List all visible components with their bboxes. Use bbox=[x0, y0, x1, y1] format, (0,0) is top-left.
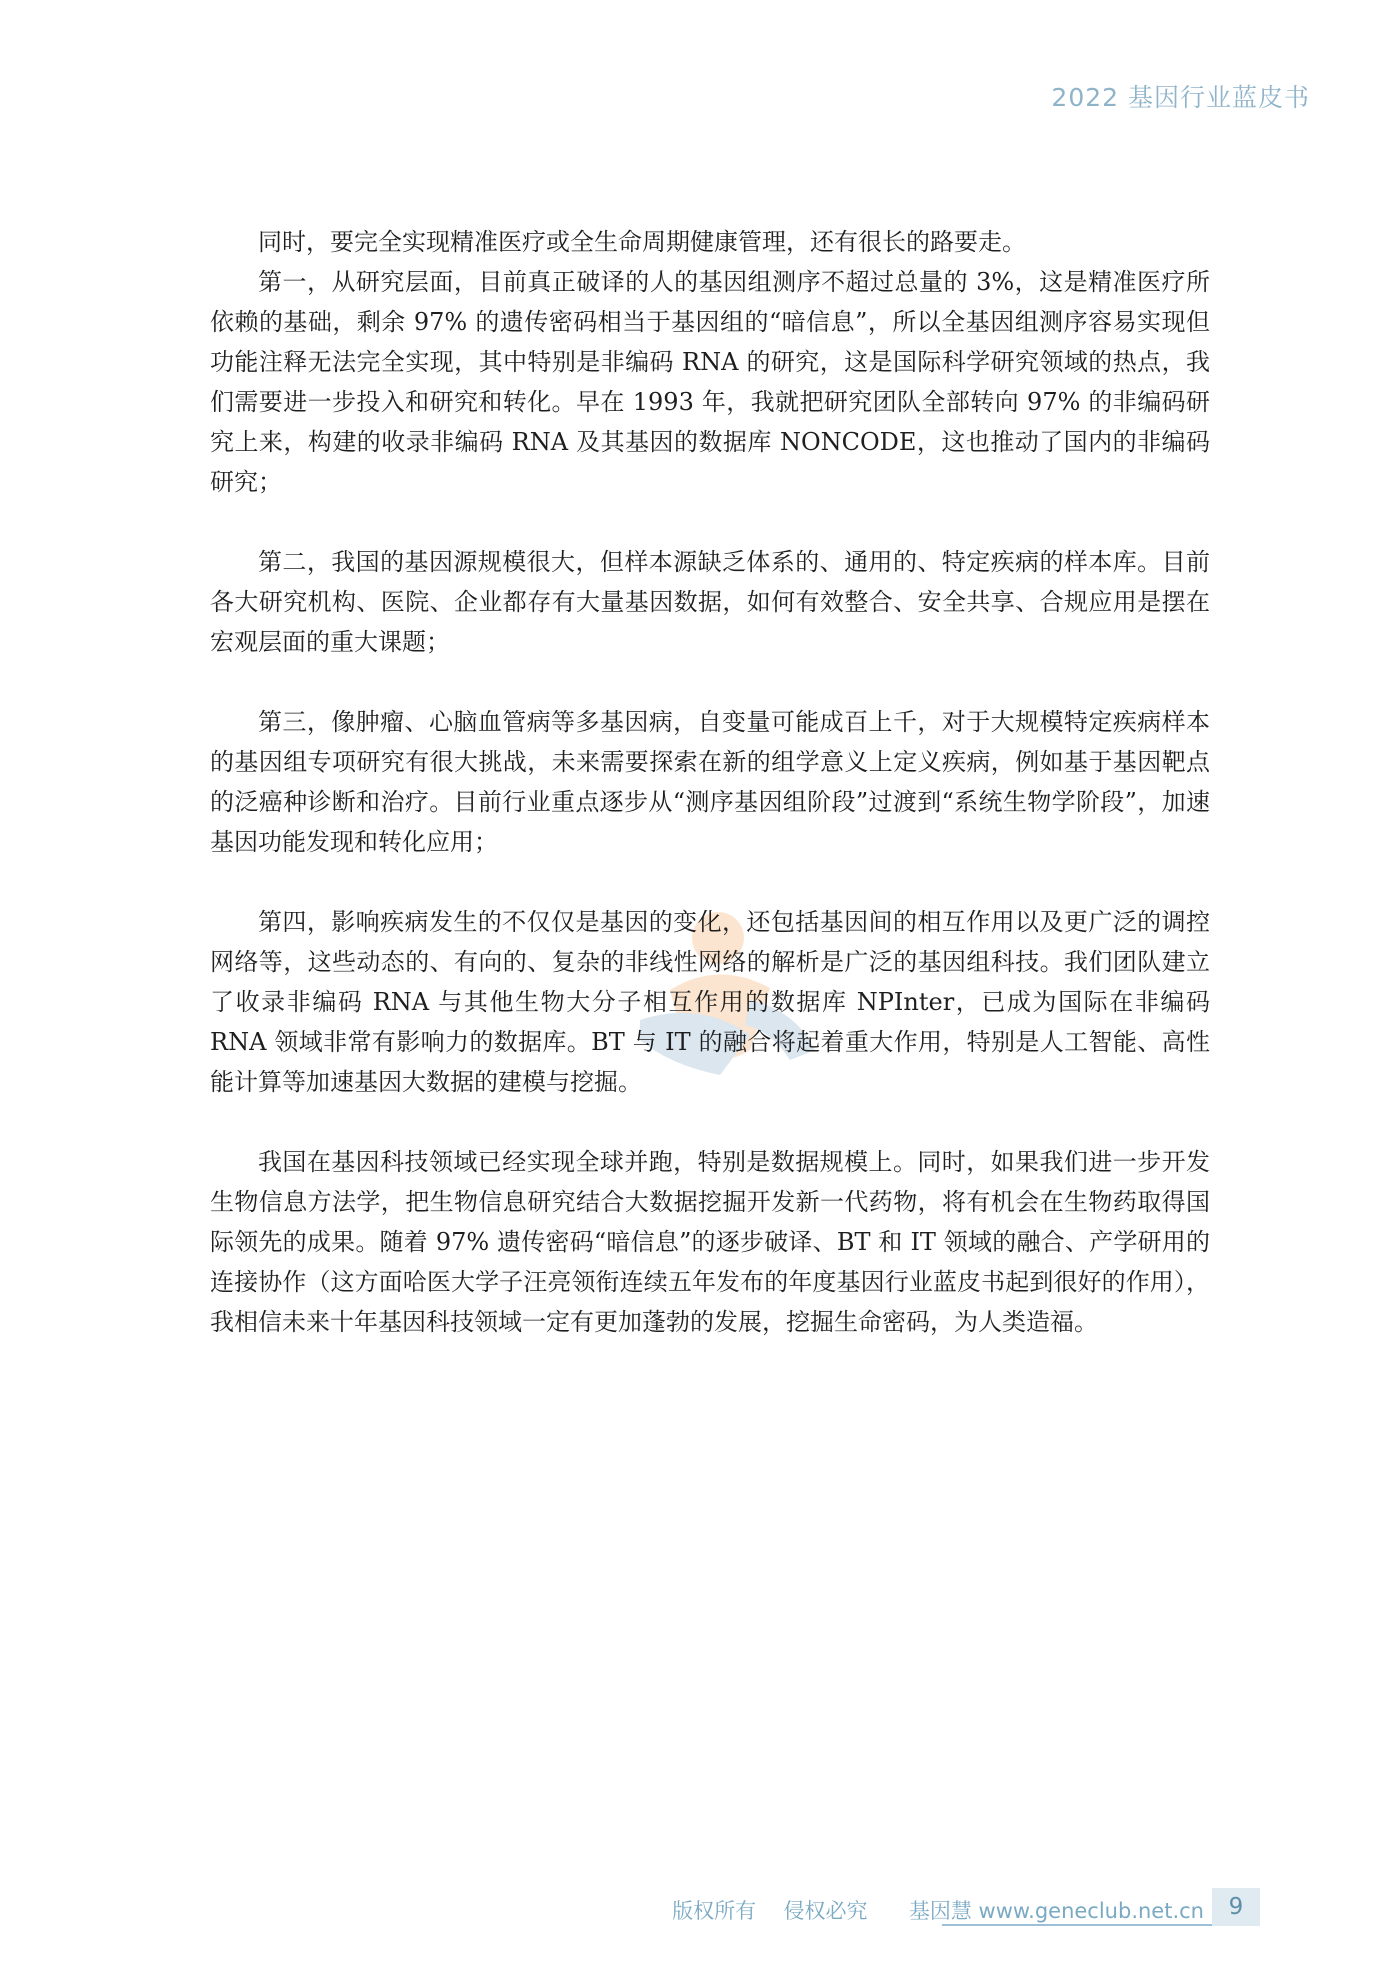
paragraph-first-point: 第一，从研究层面，目前真正破译的人的基因组测序不超过总量的 3%，这是精准医疗所依赖的基础，剩余 97% 的遗传密码相当于基因组的“暗信息”，所以全基因组测序容易实现但功能注释无法完全实现，其中特别是非编码 RNA 的研究，这是国际科学研究领域的热点，我们需要进一步投入和研究和转化。早在 1993 年，我就把研究团队全部转向 97% 的非编码研究上来，构建的收录非编码 RNA 及其基因的数据库 NONCODE，这也推动了国内的非编码研究； bbox=[210, 268, 1210, 496]
footer-divider bbox=[942, 1924, 1212, 1926]
paragraph-conclusion: 我国在基因科技领域已经实现全球并跑，特别是数据规模上。同时，如果我们进一步开发生物信息方法学，把生物信息研究结合大数据挖掘开发新一代药物，将有机会在生物药取得国际领先的成果。随着 97% 遗传密码“暗信息”的逐步破译、BT 和 IT 领域的融合、产学研用的连接协作（这方面哈医大学子汪亮领衔连续五年发布的年度基因行业蓝皮书起到很好的作用），我相信未来十年基因科技领域一定有更加蓬勃的发展，挖掘生命密码，为人类造福。 bbox=[210, 1148, 1210, 1336]
paragraph-fourth-point: 第四，影响疾病发生的不仅仅是基因的变化，还包括基因间的相互作用以及更广泛的调控网络等，这些动态的、有向的、复杂的非线性网络的解析是广泛的基因组科技。我们团队建立了收录非编码 RNA 与其他生物大分子相互作用的数据库 NPInter，已成为国际在非编码 RNA 领域非常有影响力的数据库。BT 与 IT 的融合将起着重大作用，特别是人工智能、高性能计算等加速基因大数据的建模与挖掘。 bbox=[210, 908, 1210, 1096]
paragraph-third-point: 第三，像肿瘤、心脑血管病等多基因病，自变量可能成百上千，对于大规模特定疾病样本的基因组专项研究有很大挑战，未来需要探索在新的组学意义上定义疾病，例如基于基因靶点的泛癌种诊断和治疗。目前行业重点逐步从“测序基因组阶段”过渡到“系统生物学阶段”，加速基因功能发现和转化应用； bbox=[210, 708, 1210, 856]
paragraph-intro: 同时，要完全实现精准医疗或全生命周期健康管理，还有很长的路要走。 bbox=[258, 228, 1026, 256]
paragraph-second-point: 第二，我国的基因源规模很大，但样本源缺乏体系的、通用的、特定疾病的样本库。目前各大研究机构、医院、企业都存有大量基因数据，如何有效整合、安全共享、合规应用是摆在宏观层面的重大课题； bbox=[210, 548, 1210, 656]
footer-rights: 版权所有 bbox=[672, 1899, 757, 1923]
running-header-title: 2022 基因行业蓝皮书 bbox=[1051, 83, 1310, 112]
page-number: 9 bbox=[1212, 1888, 1260, 1926]
footer-credits bbox=[672, 1895, 1204, 1925]
article-body bbox=[210, 222, 1210, 1342]
footer-brand: 基因慧 bbox=[908, 1899, 972, 1923]
footer-url: www.geneclub.net.cn bbox=[978, 1899, 1204, 1923]
footer-piracy: 侵权必究 bbox=[783, 1899, 868, 1923]
